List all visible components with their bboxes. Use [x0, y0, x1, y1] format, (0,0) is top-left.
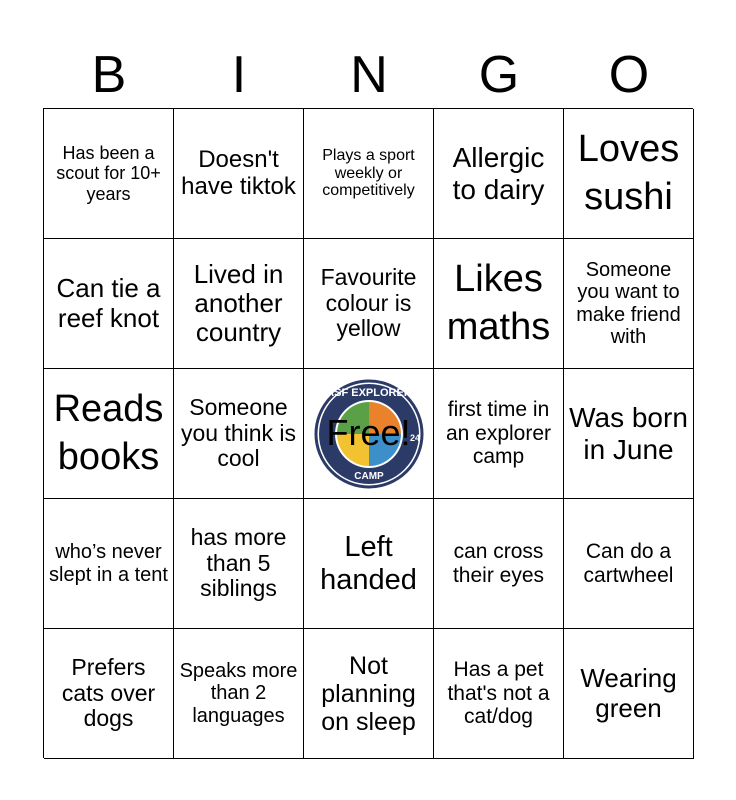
bingo-cell[interactable]: Doesn't have tiktok: [174, 109, 304, 239]
bingo-cell[interactable]: Prefers cats over dogs: [44, 629, 174, 759]
bingo-cell[interactable]: Someone you want to make friend with: [564, 239, 694, 369]
bingo-cell[interactable]: Left handed: [304, 499, 434, 629]
bingo-cell[interactable]: Has been a scout for 10+ years: [44, 109, 174, 239]
bingo-cell[interactable]: Speaks more than 2 languages: [174, 629, 304, 759]
bingo-cell[interactable]: who’s never slept in a tent: [44, 499, 174, 629]
free-space-label: Free!: [326, 412, 411, 454]
bingo-cell[interactable]: Was born in June: [564, 369, 694, 499]
bingo-cell[interactable]: Not planning on sleep: [304, 629, 434, 759]
bingo-cell[interactable]: Lived in another country: [174, 239, 304, 369]
bingo-cell[interactable]: Has a pet that's not a cat/dog: [434, 629, 564, 759]
bingo-grid: [43, 108, 693, 758]
logo-side-text: 24: [409, 433, 421, 443]
bingo-cell[interactable]: Wearing green: [564, 629, 694, 759]
bingo-cell[interactable]: Plays a sport weekly or competitively: [304, 109, 434, 239]
bingo-cell[interactable]: Favourite colour is yellow: [304, 239, 434, 369]
bingo-cell[interactable]: can cross their eyes: [434, 499, 564, 629]
free-space[interactable]: [304, 369, 434, 499]
header-letter-n: N: [350, 46, 388, 104]
bingo-cell[interactable]: Likes maths: [434, 239, 564, 369]
logo-top-text: ASF EXPLORER: [326, 387, 412, 399]
bingo-cell[interactable]: Can tie a reef knot: [44, 239, 174, 369]
header-letter-i: I: [231, 46, 247, 104]
header-letter-g: G: [478, 46, 520, 104]
logo-bottom-text: CAMP: [354, 471, 384, 482]
bingo-cell[interactable]: has more than 5 siblings: [174, 499, 304, 629]
bingo-cell[interactable]: Someone you think is cool: [174, 369, 304, 499]
bingo-header: [44, 40, 694, 110]
header-letter-b: B: [91, 46, 127, 104]
header-letter-o: O: [608, 46, 650, 104]
bingo-cell[interactable]: Can do a cartwheel: [564, 499, 694, 629]
bingo-cell[interactable]: first time in an explorer camp: [434, 369, 564, 499]
bingo-cell[interactable]: Allergic to dairy: [434, 109, 564, 239]
bingo-cell[interactable]: Reads books: [44, 369, 174, 499]
bingo-cell[interactable]: Loves sushi: [564, 109, 694, 239]
